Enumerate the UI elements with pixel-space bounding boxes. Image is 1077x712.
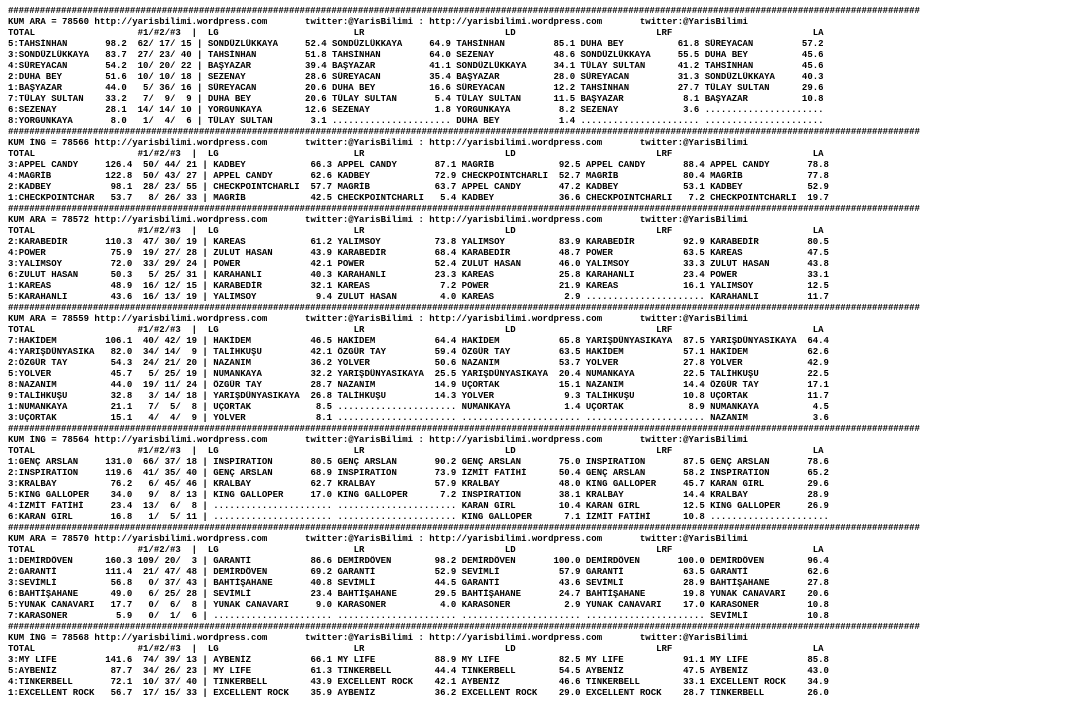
separator-line: ############################################################################################################################################################################ <box>8 523 920 533</box>
race-results-sheet <box>8 6 1074 710</box>
result-row: 1:KAREAS 48.9 16/ 12/ 15 | KARABEDİR 32.1 KAREAS 7.2 POWER 21.9 KAREAS 16.1 YALIMSOY 12.5 <box>8 281 829 291</box>
result-row: 3:SEVİMLİ 56.8 0/ 37/ 43 | BAHTİŞAHANE 40.8 SEVİMLİ 44.5 GARANTİ 43.6 SEVİMLİ 28.9 BAHTİŞAHANE 27.8 <box>8 578 829 588</box>
result-row: 1:BAŞYAZAR 44.0 5/ 36/ 16 | SÜREYACAN 20.6 DUHA BEY 16.6 SÜREYACAN 12.2 TAHSİNHAN 27.7 TÜLAY SULTAN 29.6 <box>8 83 824 93</box>
result-row: 4:SÜREYACAN 54.2 10/ 20/ 22 | BAŞYAZAR 39.4 BAŞYAZAR 41.1 SONDÜZLÜKKAYA 34.1 TÜLAY SULTAN 41.2 TAHSİNHAN 45.6 <box>8 61 824 71</box>
result-row: 6:KARAN GIRL 16.8 1/ 5/ 11 | ...................... ...................... KING GALLOPER 7.1 İZMİT FATİHİ 10.8 ...................... <box>8 512 829 522</box>
result-row: 2:ÖZGÜR TAY 54.3 24/ 21/ 20 | NAZANIM 36.2 YOLVER 50.6 NAZANIM 53.7 YOLVER 27.8 YOLVER 42.9 <box>8 358 829 368</box>
result-row: 7:TÜLAY SULTAN 33.2 7/ 9/ 9 | DUHA BEY 20.6 TÜLAY SULTAN 5.4 TÜLAY SULTAN 11.5 BAŞYAZAR 8.1 BAŞYAZAR 10.8 <box>8 94 824 104</box>
result-row: 5:AYBENİZ 87.7 34/ 26/ 23 | MY LIFE 61.3 TINKERBELL 44.4 TINKERBELL 54.5 AYBENİZ 47.5 AYBENİZ 43.0 <box>8 666 829 676</box>
result-row: 4:TINKERBELL 72.1 10/ 37/ 40 | TINKERBELL 43.9 EXCELLENT ROCK 42.1 AYBENİZ 46.6 TINKERBELL 33.1 EXCELLENT ROCK 34.9 <box>8 677 829 687</box>
column-header-line: TOTAL #1/#2/#3 | LG LR LD LRF LA <box>8 446 824 456</box>
result-row: 5:KARAHANLI 43.6 16/ 13/ 19 | YALIMSOY 9.4 ZULUT HASAN 4.0 KAREAS 2.9 ...................... KARAHANLI 11.7 <box>8 292 829 302</box>
result-row: 3:APPEL CANDY 126.4 50/ 44/ 21 | KADBEY 66.3 APPEL CANDY 87.1 MAGRİB 92.5 APPEL CANDY 88.4 APPEL CANDY 78.8 <box>8 160 829 170</box>
result-row: 2:KADBEY 98.1 28/ 23/ 55 | CHECKPOINTCHARLI 57.7 MAGRİB 63.7 APPEL CANDY 47.2 KADBEY 53.1 KADBEY 52.9 <box>8 182 829 192</box>
result-row: 1:GENÇ ARSLAN 131.0 66/ 37/ 18 | INSPIRATION 80.5 GENÇ ARSLAN 90.2 GENÇ ARSLAN 75.0 INSPIRATION 87.5 GENÇ ARSLAN 78.6 <box>8 457 829 467</box>
result-row: 3:MY LIFE 141.6 74/ 39/ 13 | AYBENİZ 66.1 MY LIFE 88.9 MY LIFE 82.5 MY LIFE 91.1 MY LIFE 85.8 <box>8 655 829 665</box>
result-row: 4:YARIŞDÜNYASIKA 82.0 34/ 14/ 9 | TALİHKUŞU 42.1 ÖZGÜR TAY 59.4 ÖZGÜR TAY 63.5 HAKİDEM 57.1 HAKİDEM 62.6 <box>8 347 829 357</box>
race-header-line: KUM ARA = 78572 http://yarisbilimi.wordpress.com twitter:@YarisBilimi : http://yarisbilimi.wordpress.com twitter:@YarisBilimi <box>8 215 748 225</box>
race-header-line: KUM İNG = 78568 http://yarisbilimi.wordpress.com twitter:@YarisBilimi : http://yarisbilimi.wordpress.com twitter:@YarisBilimi <box>8 633 748 643</box>
result-row: 1:NUMANKAYA 21.1 7/ 5/ 8 | UÇORTAK 8.5 ...................... NUMANKAYA 1.4 UÇORTAK 8.9 NUMANKAYA 4.5 <box>8 402 829 412</box>
separator-line: ############################################################################################################################################################################ <box>8 622 920 632</box>
result-row: 2:KARABEDİR 110.3 47/ 30/ 19 | KAREAS 61.2 YALIMSOY 73.8 YALIMSOY 83.9 KARABEDİR 92.9 KARABEDİR 80.5 <box>8 237 829 247</box>
race-header-line: KUM İNG = 78564 http://yarisbilimi.wordpress.com twitter:@YarisBilimi : http://yarisbilimi.wordpress.com twitter:@YarisBilimi <box>8 435 748 445</box>
result-row: 7:KARASONER 5.9 0/ 1/ 6 | ...................... ...................... ...................... ...................... SEVİMLİ 10.8 <box>8 611 829 621</box>
result-row: 5:TAHSİNHAN 98.2 62/ 17/ 15 | SONDÜZLÜKKAYA 52.4 SONDÜZLÜKKAYA 64.9 TAHSİNHAN 85.1 DUHA BEY 61.8 SÜREYACAN 57.2 <box>8 39 824 49</box>
separator-line: ############################################################################################################################################################################ <box>8 127 920 137</box>
result-row: 4:İZMİT FATİHİ 23.4 13/ 6/ 8 | ...................... ...................... KARAN GIRL 10.4 KARAN GIRL 12.5 KING GALLOPER 26.9 <box>8 501 829 511</box>
result-row: 2:INSPIRATION 119.6 41/ 35/ 40 | GENÇ ARSLAN 68.9 INSPIRATION 73.9 İZMİT FATİHİ 50.4 GENÇ ARSLAN 58.2 INSPIRATION 65.2 <box>8 468 829 478</box>
race-header-line: KUM ARA = 78559 http://yarisbilimi.wordpress.com twitter:@YarisBilimi : http://yarisbilimi.wordpress.com twitter:@YarisBilimi <box>8 314 748 324</box>
result-row: 6:ZULUT HASAN 50.3 5/ 25/ 31 | KARAHANLI 40.3 KARAHANLI 23.3 KAREAS 25.8 KARAHANLI 23.4 POWER 33.1 <box>8 270 829 280</box>
column-header-line: TOTAL #1/#2/#3 | LG LR LD LRF LA <box>8 644 824 654</box>
result-row: 4:MAGRİB 122.8 50/ 43/ 27 | APPEL CANDY 62.6 KADBEY 72.9 CHECKPOINTCHARLI 52.7 MAGRİB 80.4 MAGRİB 77.8 <box>8 171 829 181</box>
column-header-line: TOTAL #1/#2/#3 | LG LR LD LRF LA <box>8 28 824 38</box>
result-row: 8:YORGUNKAYA 8.0 1/ 4/ 6 | TÜLAY SULTAN 3.1 ...................... DUHA BEY 1.4 ...................... ...................... <box>8 116 824 126</box>
result-row: 5:YOLVER 45.7 5/ 25/ 19 | NUMANKAYA 32.2 YARIŞDÜNYASIKAYA 25.5 YARIŞDÜNYASIKAYA 20.4 NUMANKAYA 22.5 TALİHKUŞU 22.5 <box>8 369 829 379</box>
result-row: 1:EXCELLENT ROCK 56.7 17/ 15/ 33 | EXCELLENT ROCK 35.9 AYBENİZ 36.2 EXCELLENT ROCK 29.0 EXCELLENT ROCK 28.7 TINKERBELL 26.0 <box>8 688 829 698</box>
race-header-line: KUM İNG = 78566 http://yarisbilimi.wordpress.com twitter:@YarisBilimi : http://yarisbilimi.wordpress.com twitter:@YarisBilimi <box>8 138 748 148</box>
result-row: 4:POWER 75.9 19/ 27/ 28 | ZULUT HASAN 43.9 KARABEDİR 68.4 KARABEDİR 48.7 POWER 63.5 KAREAS 47.5 <box>8 248 829 258</box>
result-row: 1:CHECKPOINTCHAR 53.7 8/ 26/ 33 | MAGRİB 42.5 CHECKPOINTCHARLI 5.4 KADBEY 36.6 CHECKPOINTCHARLI 7.2 CHECKPOINTCHARLI 19.7 <box>8 193 829 203</box>
result-row: 2:GARANTİ 111.4 21/ 47/ 48 | DEMİRDÖVEN 69.2 GARANTİ 52.9 SEVİMLİ 57.9 GARANTİ 63.5 GARANTİ 62.6 <box>8 567 829 577</box>
column-header-line: TOTAL #1/#2/#3 | LG LR LD LRF LA <box>8 226 824 236</box>
result-row: 3:SONDÜZLÜKKAYA 83.7 27/ 23/ 40 | TAHSİNHAN 51.8 TAHSİNHAN 64.0 SEZENAY 48.6 SONDÜZLÜKKAYA 55.5 DUHA BEY 45.6 <box>8 50 824 60</box>
result-row: 1:DEMİRDÖVEN 160.3 109/ 20/ 3 | GARANTİ 86.6 DEMİRDÖVEN 98.2 DEMİRDÖVEN 100.0 DEMİRDÖVEN 100.0 DEMİRDÖVEN 96.4 <box>8 556 829 566</box>
result-row: 6:BAHTİŞAHANE 49.0 6/ 25/ 28 | SEVİMLİ 23.4 BAHTİŞAHANE 29.5 BAHTİŞAHANE 24.7 BAHTİŞAHANE 19.8 YUNAK CANAVARI 20.6 <box>8 589 829 599</box>
result-row: 3:UÇORTAK 15.1 4/ 4/ 9 | YOLVER 8.1 ...................... ...................... ...................... NAZANIM 3.6 <box>8 413 829 423</box>
result-row: 7:HAKİDEM 106.1 40/ 42/ 19 | HAKİDEM 46.5 HAKİDEM 64.4 HAKİDEM 65.8 YARIŞDÜNYASIKAYA 87.5 YARIŞDÜNYASIKAYA 64.4 <box>8 336 829 346</box>
separator-line: ############################################################################################################################################################################ <box>8 6 920 16</box>
separator-line: ############################################################################################################################################################################ <box>8 204 920 214</box>
separator-line: ############################################################################################################################################################################ <box>8 303 920 313</box>
column-header-line: TOTAL #1/#2/#3 | LG LR LD LRF LA <box>8 545 824 555</box>
race-header-line: KUM ARA = 78570 http://yarisbilimi.wordpress.com twitter:@YarisBilimi : http://yarisbilimi.wordpress.com twitter:@YarisBilimi <box>8 534 748 544</box>
column-header-line: TOTAL #1/#2/#3 | LG LR LD LRF LA <box>8 325 824 335</box>
column-header-line: TOTAL #1/#2/#3 | LG LR LD LRF LA <box>8 149 824 159</box>
result-row: 6:SEZENAY 28.1 14/ 14/ 10 | YORGUNKAYA 12.6 SEZENAY 1.8 YORGUNKAYA 8.2 SEZENAY 3.6 ...................... <box>8 105 824 115</box>
result-row: 3:KRALBAY 76.2 6/ 45/ 46 | KRALBAY 62.7 KRALBAY 57.9 KRALBAY 48.0 KING GALLOPER 45.7 KARAN GIRL 29.6 <box>8 479 829 489</box>
result-row: 9:TALİHKUŞU 32.8 3/ 14/ 18 | YARIŞDÜNYASIKAYA 26.8 TALİHKUŞU 14.3 YOLVER 9.3 TALİHKUŞU 10.8 UÇORTAK 11.7 <box>8 391 829 401</box>
result-row: 5:KING GALLOPER 34.0 9/ 8/ 13 | KING GALLOPER 17.0 KING GALLOPER 7.2 INSPIRATION 38.1 KRALBAY 14.4 KRALBAY 28.9 <box>8 490 829 500</box>
race-header-line: KUM ARA = 78560 http://yarisbilimi.wordpress.com twitter:@YarisBilimi : http://yarisbilimi.wordpress.com twitter:@YarisBilimi <box>8 17 748 27</box>
separator-line: ############################################################################################################################################################################ <box>8 424 920 434</box>
result-row: 8:NAZANIM 44.0 19/ 11/ 24 | ÖZGÜR TAY 28.7 NAZANIM 14.9 UÇORTAK 15.1 NAZANIM 14.4 ÖZGÜR TAY 17.1 <box>8 380 829 390</box>
result-row: 5:YUNAK CANAVARI 17.7 0/ 6/ 8 | YUNAK CANAVARI 9.0 KARASONER 4.0 KARASONER 2.9 YUNAK CANAVARI 17.0 KARASONER 10.8 <box>8 600 829 610</box>
result-row: 2:DUHA BEY 51.6 10/ 10/ 18 | SEZENAY 28.6 SÜREYACAN 35.4 BAŞYAZAR 28.0 SÜREYACAN 31.3 SONDÜZLÜKKAYA 40.3 <box>8 72 824 82</box>
result-row: 3:YALIMSOY 72.0 33/ 29/ 24 | POWER 42.1 POWER 52.4 ZULUT HASAN 46.0 YALIMSOY 33.3 ZULUT HASAN 43.8 <box>8 259 829 269</box>
